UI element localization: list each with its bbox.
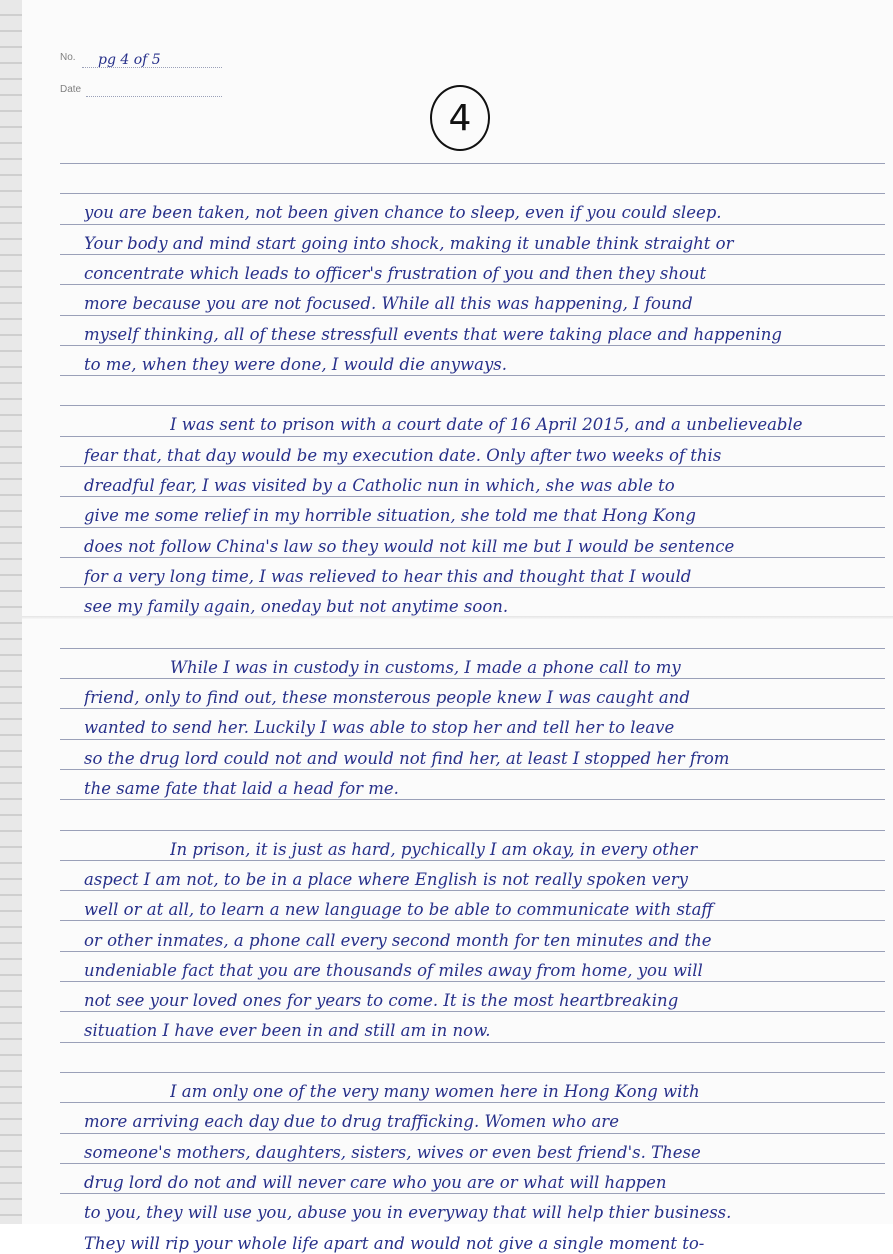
ruled-line [60, 224, 885, 225]
handwritten-line: wanted to send her. Luckily I was able to stop her and tell her to leave [84, 718, 675, 737]
handwritten-line: undeniable fact that you are thousands of miles away from home, you will [84, 961, 703, 980]
ruled-line [60, 436, 885, 437]
handwritten-line: more arriving each day due to drug trafficking. Women who are [84, 1112, 619, 1131]
handwritten-line: more because you are not focused. While all this was happening, I found [84, 294, 693, 313]
ruled-line [60, 315, 885, 316]
ruled-line [60, 648, 885, 649]
ruled-line [60, 254, 885, 255]
ruled-line [60, 1072, 885, 1073]
handwritten-line: fear that, that day would be my execution date. Only after two weeks of this [84, 446, 722, 465]
handwritten-line: the same fate that laid a head for me. [84, 779, 399, 798]
handwritten-line: drug lord do not and will never care who you are or what will happen [84, 1173, 667, 1192]
ruled-line [60, 1011, 885, 1012]
handwritten-line: so the drug lord could not and would not find her, at least I stopped her from [84, 749, 730, 768]
ruled-line [60, 375, 885, 376]
ruled-line [60, 830, 885, 831]
handwritten-line: to you, they will use you, abuse you in everyway that will help thier business. [84, 1203, 732, 1222]
ruled-line [60, 920, 885, 921]
handwritten-line: situation I have ever been in and still am in now. [84, 1021, 491, 1040]
ruled-line [60, 557, 885, 558]
handwritten-line: They will rip your whole life apart and would not give a single moment to- [84, 1234, 705, 1253]
ruled-line [60, 527, 885, 528]
date-line [86, 96, 222, 97]
handwritten-line: I am only one of the very many women here in Hong Kong with [170, 1082, 700, 1101]
ruled-line [60, 345, 885, 346]
handwritten-line: concentrate which leads to officer's frustration of you and then they shout [84, 264, 707, 283]
handwritten-line: someone's mothers, daughters, sisters, wives or even best friend's. These [84, 1143, 701, 1162]
handwritten-line: give me some relief in my horrible situation, she told me that Hong Kong [84, 506, 696, 525]
handwritten-line: you are been taken, not been given chance to sleep, even if you could sleep. [84, 203, 722, 222]
ruled-line [60, 163, 885, 164]
ruled-line [60, 769, 885, 770]
ruled-line [60, 496, 885, 497]
handwritten-line: see my family again, oneday but not anytime soon. [84, 597, 509, 616]
ruled-line [60, 284, 885, 285]
handwritten-line: to me, when they were done, I would die anyways. [84, 355, 508, 374]
ruled-line [60, 890, 885, 891]
date-label: Date [60, 84, 82, 95]
handwritten-line: Your body and mind start going into shock, making it unable think straight or [84, 234, 734, 253]
handwritten-line: not see your loved ones for years to come. It is the most heartbreaking [84, 991, 679, 1010]
ruled-line [60, 678, 885, 679]
handwritten-line: for a very long time, I was relieved to hear this and thought that I would [84, 567, 692, 586]
page-reference: pg 4 of 5 [98, 52, 161, 68]
ruled-line [60, 1193, 885, 1194]
ruled-line [60, 860, 885, 861]
handwritten-line: In prison, it is just as hard, pychically I am okay, in every other [170, 840, 698, 859]
ruled-line [60, 799, 885, 800]
ruled-line [60, 1102, 885, 1103]
page-margin-strip [0, 0, 22, 1224]
handwritten-line: aspect I am not, to be in a place where English is not really spoken very [84, 870, 688, 889]
ruled-line [60, 951, 885, 952]
handwritten-line: I was sent to prison with a court date of 16 April 2015, and a unbelieveable [170, 415, 803, 434]
no-label: No. [60, 52, 76, 63]
handwritten-line: friend, only to find out, these monsterous people knew I was caught and [84, 688, 690, 707]
ruled-line [60, 405, 885, 406]
handwritten-line: myself thinking, all of these stressfull events that were taking place and happening [84, 325, 782, 344]
handwritten-line: or other inmates, a phone call every second month for ten minutes and the [84, 931, 712, 950]
handwritten-line: does not follow China's law so they would not kill me but I would be sentence [84, 537, 735, 556]
ruled-line [60, 193, 885, 194]
ruled-line [60, 587, 885, 588]
handwritten-line: well or at all, to learn a new language to be able to communicate with staff [84, 900, 714, 919]
ruled-line [60, 1133, 885, 1134]
ruled-line [60, 1163, 885, 1164]
ruled-line [60, 981, 885, 982]
ruled-line [60, 739, 885, 740]
circled-page-number: 4 [430, 85, 490, 151]
ruled-line [60, 466, 885, 467]
ruled-line [60, 1042, 885, 1043]
handwritten-line: While I was in custody in customs, I made a phone call to my [170, 658, 681, 677]
handwritten-line: dreadful fear, I was visited by a Catholic nun in which, she was able to [84, 476, 675, 495]
ruled-line [60, 708, 885, 709]
